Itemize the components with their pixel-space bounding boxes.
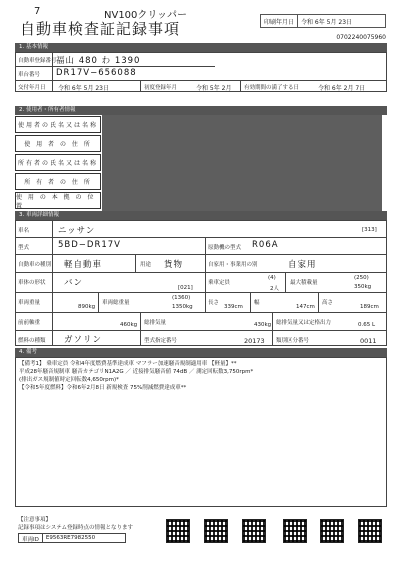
footer-notice-text: 記録事項はシステム登録時点の情報となります: [18, 525, 133, 531]
displacement-label: 総排気量: [144, 320, 167, 326]
print-date-box: [260, 14, 386, 28]
body-code: [021]: [178, 285, 193, 291]
power-label: 総排気量又は定格出力: [276, 320, 332, 326]
handwritten-note: NV100クリッパー: [104, 10, 188, 21]
type-no-label: 型式指定番号: [144, 338, 178, 344]
issue-date: 令和 6年 5月 23日: [58, 85, 109, 92]
fuel-type: ガソリン: [64, 335, 103, 345]
chassis-number: DR17V−656088: [56, 68, 137, 78]
power-value: 0.65 L: [358, 322, 376, 328]
maker-label: 車名: [18, 228, 30, 234]
body-label: 車体の形状: [18, 280, 46, 286]
qr-code-5: [320, 519, 344, 543]
front-axle-label: 前前軸重: [18, 320, 41, 326]
first-reg-label: 初度登録年月: [144, 85, 178, 91]
document-number: 0702240075960: [336, 34, 386, 41]
expiry-date: 令和 6年 2月 7日: [318, 85, 366, 92]
section-vehicle-header: 3. 車両詳細情報: [15, 211, 387, 220]
vehicle-use: 貨物: [164, 260, 184, 270]
expiry-label: 有効期間の満了する日: [244, 85, 300, 91]
private-label: 自家用・事業用の別: [208, 262, 258, 268]
body-shape: バン: [64, 278, 84, 288]
owner-address-label: 所 有 者 の 住 所: [15, 173, 101, 190]
maker-name: ニッサン: [58, 226, 96, 236]
remark-line-2: 平成28年騒音規制車 騒音カテゴリN1A2G ／ 近接排気騒音値 74dB ／ 測定回転数3,750rpm*: [19, 369, 254, 375]
remark-line-3: (排出ガス規制値時定回転数4,650rpm)*: [19, 377, 119, 383]
user-name-label: 使用者の氏名又は名称: [15, 116, 101, 133]
owner-name-label: 所有者の氏名又は名称: [15, 154, 101, 171]
model-label: 型式: [18, 245, 30, 251]
remark-line-4: 【令和5年度燃料】令和6年2月8日 新規検査 75%削減燃費達成車**: [19, 385, 187, 391]
print-date-label: 印刷年月日: [261, 15, 298, 27]
engine-label: 原動機の型式: [208, 245, 242, 251]
capacity-value: 2人: [270, 286, 279, 292]
chassis-label: 車台番号: [18, 72, 41, 78]
max-load-value: 350kg: [354, 284, 372, 290]
width-label: 幅: [254, 300, 260, 306]
first-reg: 令和 5年 2月: [196, 85, 232, 92]
private-use: 自家用: [288, 260, 317, 270]
section-owner-header: 2. 使用者・所有者情報: [15, 106, 387, 115]
section-remarks-header: 4. 備考: [15, 348, 387, 357]
length-value: 339cm: [224, 304, 243, 310]
footer-notice-head: 【注意事項】: [18, 517, 52, 523]
qr-code-1: [166, 519, 190, 543]
section-basic-header: 1. 基本情報: [15, 43, 387, 52]
fuel-label: 燃料の種類: [18, 338, 46, 344]
vehicle-kind: 軽自動車: [64, 260, 103, 270]
type-no: 20173: [244, 337, 265, 345]
plate-label: 自動車登録番号: [18, 58, 57, 64]
gross-weight: 1350kg: [172, 304, 193, 310]
base-location-label: 使 用 の 本 拠 の 位 置: [15, 192, 101, 209]
engine-model: R06A: [252, 240, 279, 250]
vehicle-id-box: [18, 533, 126, 543]
capacity-label: 乗車定員: [208, 280, 231, 286]
qr-code-3: [242, 519, 266, 543]
vehicle-id: E9563RE7982550: [45, 535, 96, 541]
redacted-owner-info: [102, 115, 382, 211]
maker-code: [313]: [362, 227, 377, 233]
class-no: 0011: [360, 337, 377, 345]
gross-label: 車両総重量: [102, 300, 130, 306]
weight-label: 車両重量: [18, 300, 41, 306]
use-label: 用途: [140, 262, 152, 268]
plate-number: 福山 480 わ 1390: [56, 56, 141, 66]
class-no-label: 類別区分番号: [276, 338, 310, 344]
vehicle-weight: 890kg: [78, 304, 96, 310]
qr-code-2: [204, 519, 228, 543]
remark-line-1: 【備考1】 乗車定員 令和4年度燃費基準達成車 マフラー加速騒音規制適用車 【軽量】**: [19, 361, 237, 367]
height-value: 189cm: [360, 304, 379, 310]
issue-date-label: 交付年月日: [18, 85, 46, 91]
qr-code-6: [358, 519, 382, 543]
max-load-bracket: (250): [354, 275, 369, 281]
width-value: 147cm: [296, 304, 315, 310]
gross-bracket: (1360): [172, 295, 191, 301]
capacity-bracket: (4): [268, 275, 276, 281]
front-axle-value: 460kg: [120, 322, 138, 328]
max-load-label: 最大積載量: [290, 280, 318, 286]
kind-label: 自動車の種別: [18, 262, 52, 268]
vehicle-id-label: 車両ID: [19, 534, 43, 542]
handwritten-mark: 7: [34, 6, 41, 17]
displacement-value: 430kg: [254, 322, 272, 328]
print-date-value: 令和 6年 5月 23日: [301, 19, 353, 26]
height-label: 高さ: [322, 300, 334, 306]
user-address-label: 使 用 者 の 住 所: [15, 135, 101, 152]
qr-code-4: [283, 519, 307, 543]
model-code: 5BD−DR17V: [58, 240, 121, 250]
page-title: 自動車検査証記録事項: [20, 20, 181, 38]
length-label: 長さ: [208, 300, 220, 306]
